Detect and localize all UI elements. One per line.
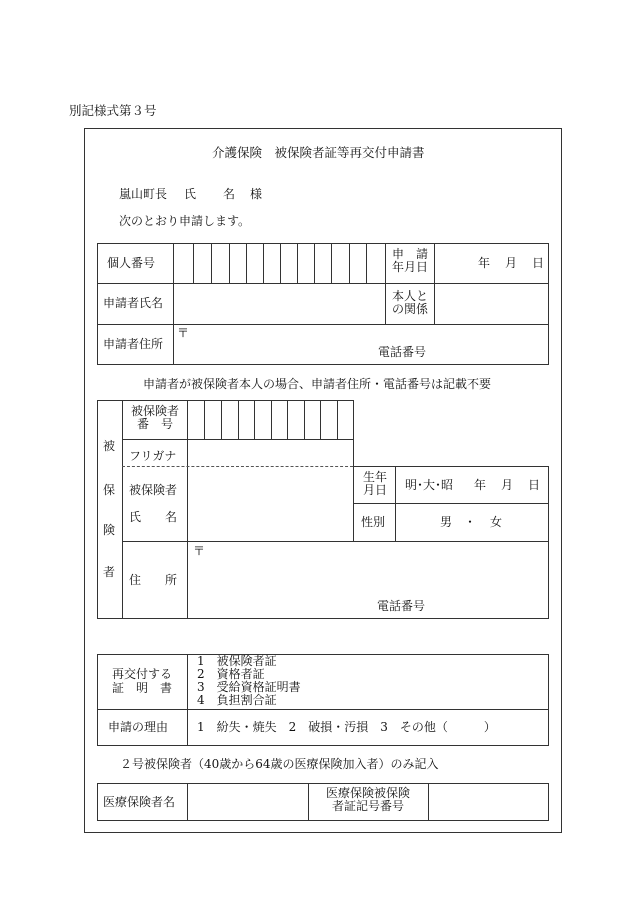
digit-divider [287,400,288,439]
date-year: 年 [478,256,491,270]
reissue-label-line2: 証 明 書 [111,681,172,696]
birth-label-line2: 月日 [362,482,387,497]
digit-divider [211,243,212,283]
gender-female: 女 [490,515,503,529]
digit-divider [193,243,194,283]
applicant-address-label: 申請者住所 [103,337,164,351]
note-type2: ２号被保険者（40歳から64歳の医療保険加入者）のみ記入 [120,757,439,771]
relation-label [387,290,433,315]
digit-divider [331,243,332,283]
date-month: 月 [505,256,518,270]
insured-left-edge [97,400,98,619]
digit-divider [254,400,255,439]
insured-number-right-edge [353,400,354,466]
reissue-item: 4 負担割合証 [197,693,277,707]
addressee-office: 嵐山町長 [119,187,168,201]
insured-postal-mark: 〒 [193,544,206,558]
insured-address-top [122,541,549,542]
birth-top-edge [353,466,549,467]
medical-col-divider [428,783,429,821]
reissue-row-divider [97,709,549,710]
birth-label [355,471,395,496]
applicant-row-divider [97,283,549,284]
digit-divider [304,400,305,439]
applicant-row-divider [97,324,549,325]
digit-divider [314,243,315,283]
intro-text: 次のとおり申請します。 [119,214,251,228]
birth-label-line1: 生年 [362,470,387,484]
applicant-mid-col-divider [385,243,386,324]
digit-divider [221,400,222,439]
digit-divider [246,243,247,283]
addressee-mei: 名 [223,187,236,201]
applicant-label-col-divider [173,243,174,365]
insured-bottom-edge [97,618,549,619]
reissue-items [197,655,301,707]
insured-name-label-line1: 被保険者 [129,483,178,497]
digit-divider [337,400,338,439]
digit-divider [271,400,272,439]
insured-number-label-line2: 番 号 [136,416,173,431]
medical-col-divider [187,783,188,821]
side-label-sha: 者 [103,565,116,579]
reissue-label [99,667,185,696]
birth-month: 月 [501,478,514,492]
digit-divider [238,400,239,439]
birth-year: 年 [474,478,487,492]
digit-divider [263,243,264,283]
reissue-item: 1 被保険者証 [197,654,277,668]
birth-gender-divider [353,503,549,504]
digit-divider [366,243,367,283]
digit-divider [297,243,298,283]
furigana-dashed-line [122,466,353,467]
medical-cert-label [310,787,426,812]
applicant-right-col-divider [434,243,435,324]
applicant-phone-label: 電話番号 [378,345,427,359]
side-label-ken: 険 [103,523,116,537]
addressee-shi: 氏 [184,187,197,201]
digit-divider [320,400,321,439]
apply-date-label [387,248,433,273]
insured-top-edge [97,400,353,401]
addressee-sama: 様 [250,187,263,201]
medical-cert-label-line2: 者証記号番号 [331,798,404,813]
digit-divider [229,243,230,283]
side-label-ho: 保 [103,483,116,497]
furigana-label: フリガナ [129,449,177,463]
insured-name-label-line2: 氏 名 [129,510,178,524]
insured-number-bottom [122,439,353,440]
reissue-label-line1: 再交付する [111,667,172,681]
insured-side-divider [122,400,123,619]
form-number: 別記様式第３号 [69,103,157,118]
reissue-item: 3 受給資格証明書 [197,680,301,694]
reissue-label-divider [187,654,188,746]
medical-col-divider [308,783,309,821]
gender-label: 性別 [361,515,386,529]
postal-mark: 〒 [177,326,190,340]
apply-date-label-line1: 申 請 [391,247,428,261]
insured-phone-label: 電話番号 [377,599,426,613]
form-title: 介護保険 被保険者証等再交付申請書 [212,145,425,160]
insured-number-label [124,405,186,430]
apply-date-label-line2: 年月日 [391,259,428,274]
gender-male: 男 [440,515,453,529]
birth-era: 明･大･昭 [405,478,454,492]
insured-label-divider [187,400,188,619]
note-self: 申請者が被保険者本人の場合、申請者住所・電話番号は記載不要 [143,377,492,391]
insured-number-label-line1: 被保険者 [130,404,179,418]
applicant-name-label: 申請者氏名 [103,296,164,310]
personal-number-label: 個人番号 [107,256,156,270]
digit-divider [280,243,281,283]
medical-cert-label-line1: 医療保険被保険 [325,786,410,800]
relation-label-line2: の関係 [391,301,428,316]
date-day: 日 [532,256,545,270]
reason-label: 申請の理由 [108,720,169,734]
reason-options: 1 紛失・焼失 2 破損・汚損 3 その他（ ） [197,720,496,734]
medical-insurer-label: 医療保険者名 [103,795,176,809]
digit-divider [204,400,205,439]
digit-divider [349,243,350,283]
insured-right-edge [548,466,549,619]
reissue-item: 2 資格者証 [197,667,265,681]
insured-address-label: 住 所 [129,573,178,587]
relation-label-line1: 本人と [391,289,428,303]
side-label-hi: 被 [103,439,116,453]
gender-separator: ・ [464,515,477,529]
birth-day: 日 [528,478,541,492]
